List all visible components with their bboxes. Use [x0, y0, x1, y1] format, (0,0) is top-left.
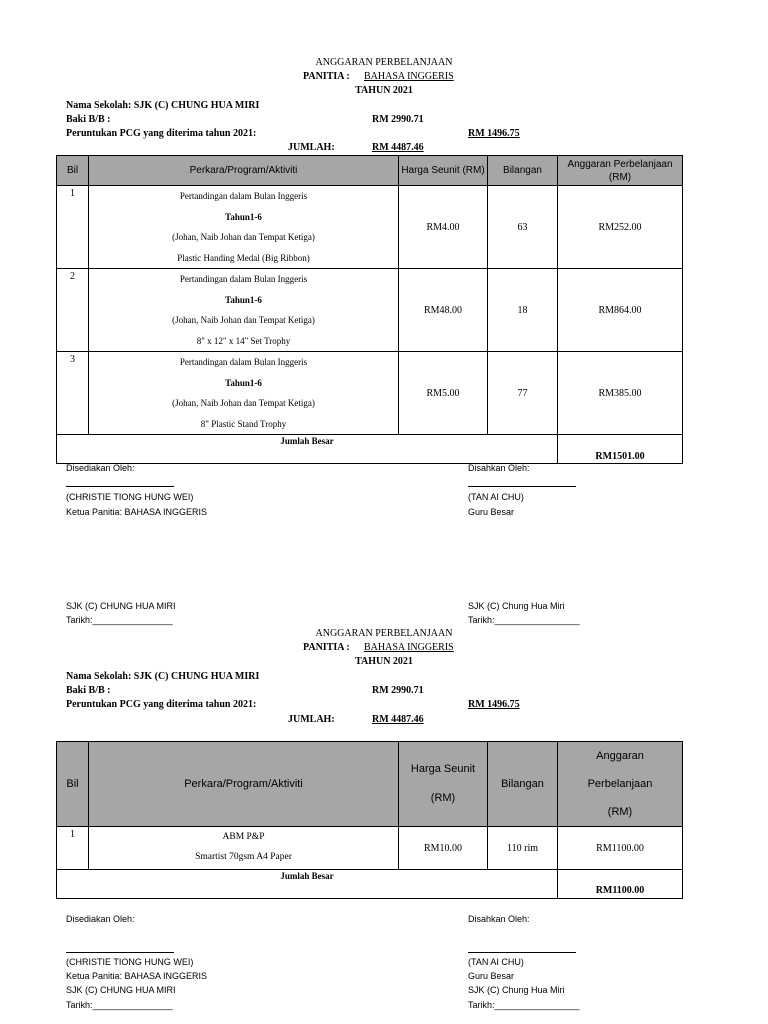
col-perkara: Perkara/Program/Aktiviti: [89, 742, 399, 827]
col-bil: Bil: [57, 156, 89, 186]
jumlah-label-2: JUMLAH:: [288, 714, 335, 725]
table-header-row: [57, 742, 683, 827]
prepared-by-label: Disediakan Oleh:: [66, 463, 135, 473]
signature-line-right-2: [468, 952, 576, 953]
col-bilangan: Bilangan: [488, 742, 558, 827]
prepared-by-label-2: Disediakan Oleh:: [66, 914, 135, 924]
panitia-value: BAHASA INGGERIS: [364, 71, 454, 82]
item-line: Pertandingan dalam Bulan Inggeris: [179, 274, 308, 284]
row-total: RM385.00: [558, 352, 683, 435]
prepared-name-2: (CHRISTIE TIONG HUNG WEI): [66, 957, 194, 967]
item-line: 8" Plastic Stand Trophy: [200, 418, 287, 429]
table-header-row: [57, 156, 683, 186]
grand-total-row: [57, 870, 683, 899]
date-left-2: Tarikh:________________: [66, 1000, 173, 1010]
item-line: Pertandingan dalam Bulan Inggeris: [179, 191, 308, 201]
year-label: TAHUN 2021: [355, 85, 413, 96]
item-line: (Johan, Naib Johan dan Tempat Ketiga): [172, 232, 315, 242]
header-line: (RM): [607, 806, 633, 818]
date-left: Tarikh:________________: [66, 615, 173, 625]
approved-name-2: (TAN AI CHU): [468, 957, 524, 967]
panitia-value-2: BAHASA INGGERIS: [364, 642, 454, 653]
col-harga: Harga Seunit (RM): [399, 156, 488, 186]
item-line: (Johan, Naib Johan dan Tempat Ketiga): [172, 315, 315, 325]
jumlah-label: JUMLAH:: [288, 142, 335, 153]
row-qty: 77: [488, 352, 558, 435]
item-line: 8" x 12" x 14" Set Trophy: [196, 335, 291, 346]
budget-table-2: [56, 741, 683, 899]
school-right: SJK (C) Chung Hua Miri: [468, 601, 565, 611]
baki-value-2: RM 2990.71: [372, 685, 424, 696]
jumlah-value-2: RM 4487.46: [372, 714, 424, 725]
col-harga: [399, 742, 488, 827]
year-label-2: TAHUN 2021: [355, 656, 413, 667]
date-right-2: Tarikh:_________________: [468, 1000, 580, 1010]
approved-by-label-2: Disahkan Oleh:: [468, 914, 530, 924]
table-row: [57, 827, 683, 870]
grand-total-label: Jumlah Besar: [57, 870, 558, 899]
doc-title-2: ANGGARAN PERBELANJAAN: [315, 628, 453, 639]
prepared-role: Ketua Panitia: BAHASA INGGERIS: [66, 507, 208, 517]
row-total: RM1100.00: [558, 827, 683, 870]
school-left: SJK (C) CHUNG HUA MIRI: [66, 601, 176, 611]
row-qty: 18: [488, 269, 558, 352]
approved-name: (TAN AI CHU): [468, 492, 524, 502]
col-anggaran: [558, 742, 683, 827]
item-line: Pertandingan dalam Bulan Inggeris: [179, 357, 308, 367]
header-line: (RM): [430, 792, 456, 804]
date-right: Tarikh:_________________: [468, 615, 580, 625]
signature-line-right: [468, 486, 576, 487]
col-perkara: Perkara/Program/Aktiviti: [89, 156, 399, 186]
doc-title: ANGGARAN PERBELANJAAN: [315, 57, 453, 68]
row-price: RM48.00: [399, 269, 488, 352]
item-line: Smartist 70gsm A4 Paper: [195, 852, 292, 862]
item-line: ABM P&P: [222, 832, 265, 842]
panitia-label-2: PANITIA :: [303, 642, 350, 653]
row-bil: 1: [57, 827, 89, 870]
approved-by-label: Disahkan Oleh:: [468, 463, 530, 473]
pcg-label-2: Peruntukan PCG yang diterima tahun 2021:: [66, 699, 257, 710]
school-left-2: SJK (C) CHUNG HUA MIRI: [66, 985, 176, 995]
pcg-value-2: RM 1496.75: [468, 699, 520, 710]
row-item: [89, 827, 399, 870]
item-line: Tahun1-6: [225, 211, 262, 222]
jumlah-value: RM 4487.46: [372, 142, 424, 153]
header-line: Anggaran: [596, 750, 644, 762]
signature-line-left-2: [66, 952, 174, 953]
col-anggaran: Anggaran Perbelanjaan (RM): [558, 156, 683, 186]
row-bil: 1: [57, 186, 89, 269]
row-bil: 3: [57, 352, 89, 435]
budget-table-1: [56, 155, 683, 464]
panitia-label: PANITIA :: [303, 71, 350, 82]
row-item: [89, 186, 399, 269]
prepared-name: (CHRISTIE TIONG HUNG WEI): [66, 492, 194, 502]
row-item: [89, 269, 399, 352]
school-right-2: SJK (C) Chung Hua Miri: [468, 985, 565, 995]
grand-total-value: RM1501.00: [558, 435, 683, 464]
baki-label: Baki B/B :: [66, 114, 111, 125]
item-line: Tahun1-6: [225, 294, 262, 305]
table-row: [57, 186, 683, 269]
signature-line-left: [66, 486, 174, 487]
prepared-role-2: Ketua Panitia: BAHASA INGGERIS: [66, 971, 208, 981]
item-line: Tahun1-6: [225, 377, 262, 388]
item-line: Plastic Handing Medal (Big Ribbon): [177, 252, 310, 263]
col-bilangan: Bilangan: [488, 156, 558, 186]
approved-role-2: Guru Besar: [468, 971, 515, 981]
grand-total-row: [57, 435, 683, 464]
row-qty: 63: [488, 186, 558, 269]
pcg-value: RM 1496.75: [468, 128, 520, 139]
header-line: Perbelanjaan: [587, 778, 653, 790]
header-line: Harga Seunit: [410, 763, 476, 775]
school-name: Nama Sekolah: SJK (C) CHUNG HUA MIRI: [66, 100, 260, 111]
col-bil: Bil: [57, 742, 89, 827]
grand-total-label: Jumlah Besar: [57, 435, 558, 464]
baki-value: RM 2990.71: [372, 114, 424, 125]
row-bil: 2: [57, 269, 89, 352]
row-total: RM252.00: [558, 186, 683, 269]
row-price: RM5.00: [399, 352, 488, 435]
row-total: RM864.00: [558, 269, 683, 352]
row-price: RM10.00: [399, 827, 488, 870]
table-row: [57, 269, 683, 352]
approved-role: Guru Besar: [468, 507, 515, 517]
table-row: [57, 352, 683, 435]
school-name-2: Nama Sekolah: SJK (C) CHUNG HUA MIRI: [66, 671, 260, 682]
item-line: (Johan, Naib Johan dan Tempat Ketiga): [172, 398, 315, 408]
baki-label-2: Baki B/B :: [66, 685, 111, 696]
row-price: RM4.00: [399, 186, 488, 269]
row-item: [89, 352, 399, 435]
pcg-label: Peruntukan PCG yang diterima tahun 2021:: [66, 128, 257, 139]
grand-total-value: RM1100.00: [558, 870, 683, 899]
row-qty: 110 rim: [488, 827, 558, 870]
